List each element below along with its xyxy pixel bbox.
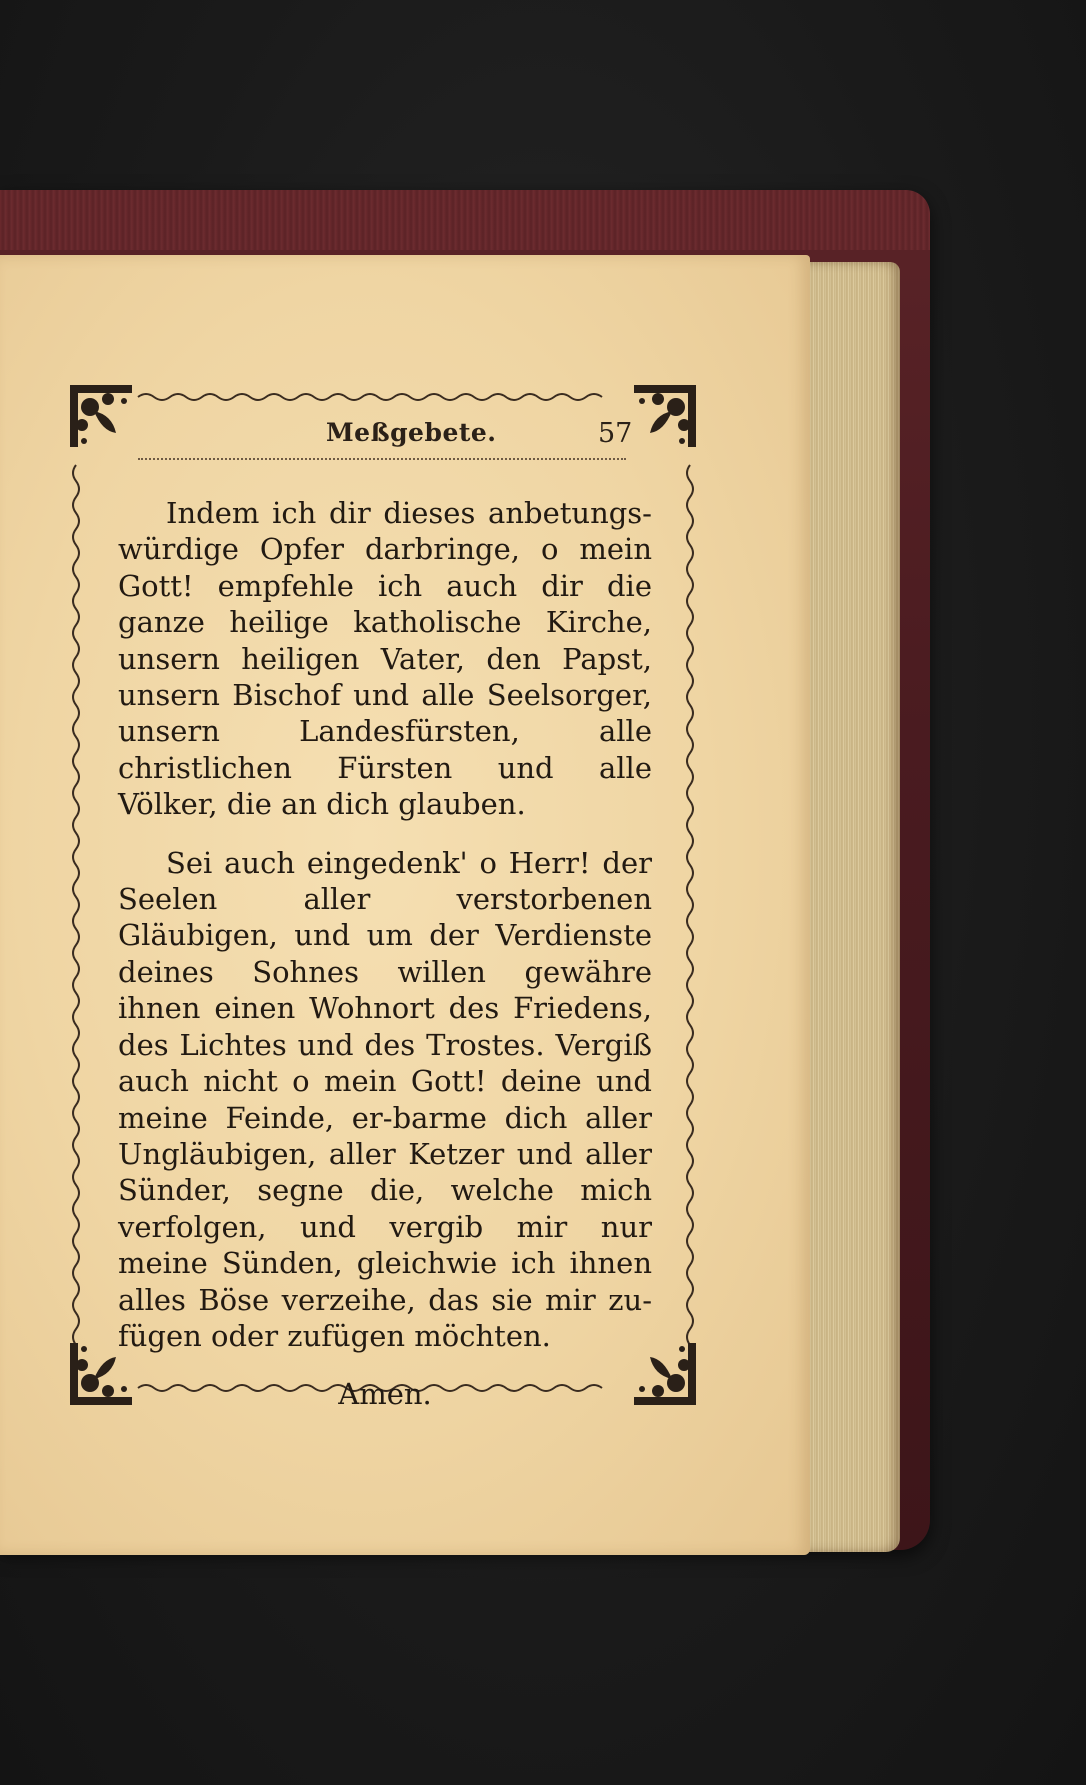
book-cover-top-edge (0, 190, 930, 250)
running-head (140, 418, 640, 458)
header-dotted-rule (138, 458, 626, 460)
prayer-text (118, 495, 652, 1413)
page-edges (800, 262, 900, 1552)
page-number: 57 (598, 418, 633, 449)
top-wavy-border (138, 394, 602, 400)
closing-amen: Amen. (338, 1377, 432, 1412)
paragraph-2: Sei auch eingedenk' o Herr! der Seelen aller verstorbenen Gläubigen, und um der Verdienste deines Sohnes willen gewähre ihnen einen Wohnort des Friedens, des Lichtes und des Trostes. Vergiß auch nicht o mein Gott! deine und meine Feinde, er-barme dich aller Ungläubigen, aller Ketzer und aller Sünder, segne die, welche mich verfolgen, und vergib mir nur meine Sünden, gleichwie ich ihnen alles Böse verzeihe, das sie mir zu-fügen oder zufügen möchten. (118, 845, 652, 1353)
corner-ornament-top-right (634, 385, 696, 447)
paragraph-1: Indem ich dir dieses anbetungs-würdige Opfer darbringe, o mein Gott! empfehle ich auch dir die ganze heilige katholische Kirche, unsern heiligen Vater, den Papst, unsern Bischof und alle Seelsorger, unsern Landesfürsten, alle christlichen Fürsten und alle Völker, die an dich glauben. (118, 496, 652, 822)
left-wavy-border (73, 465, 79, 1345)
running-title: Meßgebete. (326, 418, 497, 447)
right-wavy-border (687, 465, 693, 1361)
corner-ornament-top-left (70, 385, 132, 447)
